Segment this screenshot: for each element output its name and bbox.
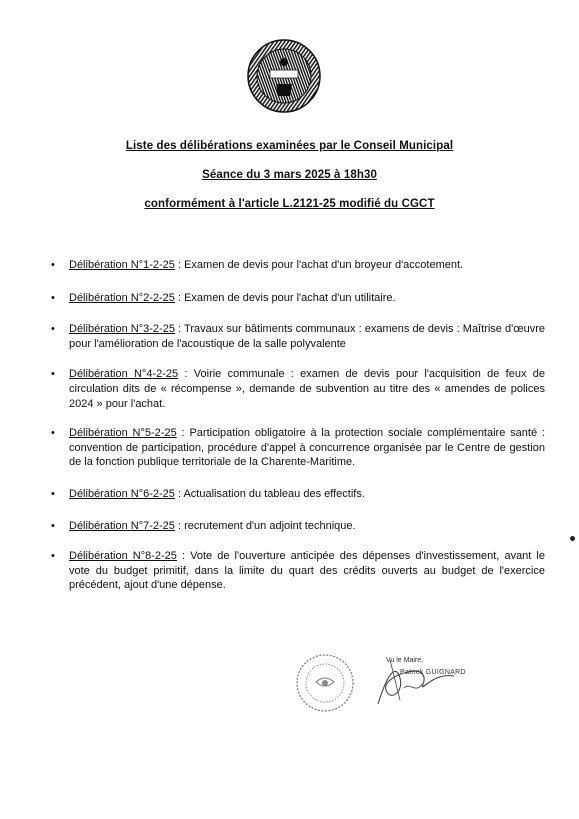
deliberation-text: : Travaux sur bâtiments communaux : examens de devis : Maîtrise d'œuvre pour l'amélioration de l'acoustique de la salle polyvalente <box>69 323 545 350</box>
list-item <box>47 367 545 411</box>
deliberation-text: : Examen de devis pour l'achat d'un broyeur d'accotement. <box>174 259 464 271</box>
document-title: Liste des délibérations examinées par le Conseil Municipal <box>125 140 454 152</box>
deliberation-text: : Actualisation du tableau des effectifs. <box>174 487 365 500</box>
deliberation-number: Délibération N°1-2-25 <box>69 259 175 271</box>
signatory-name: Patrick GUIGNARD <box>400 669 466 676</box>
list-item <box>47 258 545 273</box>
legal-reference: conformément à l'article L.2121-25 modifié du CGCT <box>144 198 435 210</box>
bullet-icon: • <box>51 368 55 381</box>
deliberation-number: Délibération N°2-2-25 <box>69 291 175 304</box>
bullet-icon: • <box>51 323 55 336</box>
list-item <box>47 426 545 470</box>
signature-title: Vu le Maire, <box>386 657 424 664</box>
bullet-icon: • <box>51 519 55 532</box>
list-item <box>47 291 545 306</box>
deliberation-text: : Examen de devis pour l'achat d'un utilitaire. <box>174 291 396 304</box>
mairie-stamp-icon <box>294 652 356 714</box>
deliberation-text: : recrutement d'un adjoint technique. <box>174 519 356 532</box>
deliberation-number: Délibération N°5-2-25 <box>69 427 177 440</box>
list-item <box>47 487 545 502</box>
deliberation-list <box>47 258 545 593</box>
scan-mark <box>570 536 575 541</box>
bullet-icon: • <box>51 259 55 271</box>
bullet-icon: • <box>51 550 55 563</box>
list-item <box>47 519 545 534</box>
bullet-icon: • <box>51 291 55 304</box>
deliberation-number: Délibération N°8-2-25 <box>69 550 177 563</box>
deliberation-number: Délibération N°3-2-25 <box>69 323 175 336</box>
session-date: Séance du 3 mars 2025 à 18h30 <box>202 169 377 181</box>
municipal-seal-icon <box>246 38 322 114</box>
deliberation-number: Délibération N°7-2-25 <box>69 519 175 532</box>
deliberation-number: Délibération N°4-2-25 <box>69 368 179 381</box>
deliberation-text: : Participation obligatoire à la protection sociale complémentaire santé : convention de participation, procédure d'appel à concurrence organisée par le Centre de gestion de la fonction publique territoriale de la Charente-Maritime. <box>69 427 545 469</box>
bullet-icon: • <box>51 427 55 440</box>
deliberation-text: : Voirie communale : examen de devis pour l'acquisition de feux de circulation dits de « récompense », demande de subvention au titre des « amendes de polices 2024 » pour l'achat. <box>69 368 545 410</box>
deliberation-text: : Vote de l'ouverture anticipée des dépenses d'investissement, avant le vote du budget primitif, dans la limite du quart des crédits ouverts au budget de l'exercice précédent, ajout d'une dépense. <box>69 550 545 592</box>
list-item <box>47 322 545 351</box>
list-item <box>47 549 545 593</box>
bullet-icon: • <box>51 487 55 500</box>
handwritten-signature-icon <box>360 642 470 712</box>
deliberation-number: Délibération N°6-2-25 <box>69 487 175 500</box>
